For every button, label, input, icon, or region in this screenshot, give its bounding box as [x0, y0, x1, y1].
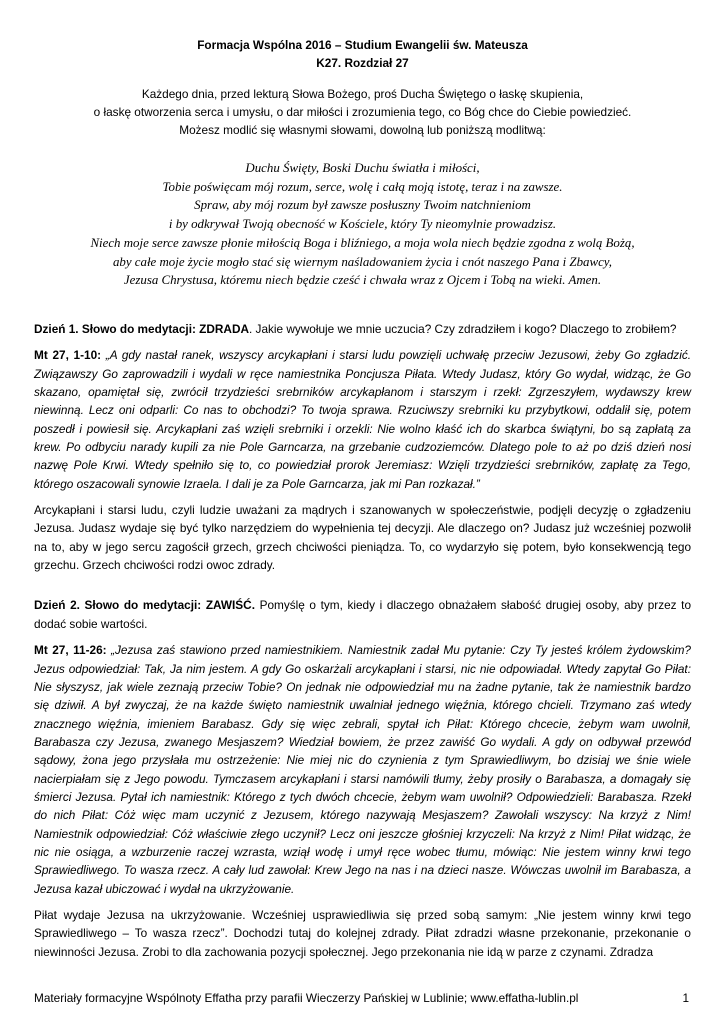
day1-question: . Jakie wywołuje we mnie uczucia? Czy zdradziłem i kogo? Dlaczego to zrobiłem? [249, 322, 677, 336]
section-divider [34, 582, 691, 596]
prayer-line: Spraw, aby mój rozum był zawsze posłuszny Twoim natchnieniom [194, 198, 531, 213]
day2-heading: Dzień 2. Słowo do medytacji: ZAWIŚĆ. [34, 598, 255, 613]
document-header [0, 36, 725, 72]
day1-scripture-paragraph [34, 346, 691, 493]
prayer-line: Duchu Święty, Boski Duchu światła i miłości, [245, 161, 480, 175]
page-number: 1 [682, 991, 689, 1005]
prayer-line: aby całe moje życie mogło stać się wiernym naśladowaniem życia i cnót naszego Pana i Zbawcy, [112, 254, 613, 269]
day1-heading-paragraph [34, 320, 691, 338]
intro-line: o łaskę otworzenia serca i umysłu, o dar miłości i zrozumienia tego, co Bóg chce do Ciebie powiedzieć. [93, 105, 632, 119]
day2-question: Pomyślę o tym, kiedy i dlaczego obnażałem słabość drugiej osoby, aby przez to dodać sobie wartości. [34, 598, 692, 631]
prayer-line: i by odkrywał Twoją obecność w Kościele, który Ty nieomylnie prowadzisz. [168, 217, 557, 232]
day1-commentary: Arcykapłani i starsi ludu, czyli ludzie uważani za mądrych i szanowanych w społeczeństwie, podjęli decyzję o zgładzeniu Jezusa. Judasz wydaje się być tylko narzędziem do wypełnienia tej decyzji. Ale dlaczego on? Judasz już wcześniej pozwolił na to, aby w jego sercu zagościł grzech, grzech chciwości pieniądza. To, co wydarzyło się potem, było konsekwencją tego grzechu. Grzech chciwości rodzi owoc zdrady. [34, 503, 691, 573]
document-title: Formacja Wspólna 2016 – Studium Ewangelii św. Mateusza [197, 38, 528, 52]
day1-heading: Dzień 1. Słowo do medytacji: ZDRADA [34, 322, 249, 336]
day2-reference: Mt 27, 11-26: [34, 643, 107, 658]
prayer-line: Niech moje serce zawsze płonie miłością Boga i bliźniego, a moja wola niech będzie zgodna z wolą Bożą, [90, 235, 635, 250]
day2-heading-paragraph [34, 596, 691, 633]
day2-scripture: „Jezusa zaś stawiono przed namiestnikiem. Namiestnik zadał Mu pytanie: Czy Ty jesteś królem żydowskim? Jezus odpowiedział: Tak, Ja nim jestem. A gdy Go oskarżali arcykapłani i starsi, nic nie odpowiadał. Wtedy zapytał Go Piłat: Nie słyszysz, jak wiele zeznają przeciw Tobie? On jednak nie odpowiedział mu na żadne pytanie, tak że namiestnik bardzo się dziwił. A był zwyczaj, że na każde święto namiestnik uwalniał jednego więźnia, którego chcieli. Trzymano zaś wtedy znacznego więźnia, imieniem Barabasz. Gdy się więc zebrali, spytał ich Piłat: Którego chcecie, żebym wam uwolnił, Barabasza czy Jezusa, zwanego Mesjaszem? Wiedział bowiem, że przez zawiść Go wydali. A gdy on odbywał przewód sądowy, żona jego przysłała mu ostrzeżenie: Nie miej nic do czynienia z tym Sprawiedliwym, bo dzisiaj we śnie wiele nacierpiałam się z Jego powodu. Tymczasem arcykapłani i starsi namówili tłumy, żeby prosiły o Barabasza, a domagały się śmierci Jezusa. Pytał ich namiestnik: Którego z tych dwóch chcecie, żebym wam uwolnił? Odpowiedzieli: Barabasza. Rzekł do nich Piłat: Cóż więc mam uczynić z Jezusem, którego nazywają Mesjaszem? Zawołali wszyscy: Na krzyż z Nim! Namiestnik odpowiedział: Cóż właściwie złego uczynił? Lecz oni jeszcze głośniej krzyczeli: Na krzyż z Nim! Piłat widząc, że nic nie osiąga, a wzburzenie raczej wzrasta, wziął wodę i umył ręce wobec tłumu, mówiąc: Nie jestem winny krwi tego Sprawiedliwego. To wasza rzecz. A cały lud zawołał: Krew Jego na nas i na dzieci nasze. Wówczas uwolnił im Barabasza, a Jezusa kazał ubiczować i wydał na ukrzyżowanie. [34, 643, 691, 896]
day2-commentary: Piłat wydaje Jezusa na ukrzyżowanie. Wcześniej usprawiedliwia się przed sobą samym: „Nie jestem winny krwi tego Sprawiedliwego – To wasza rzecz”. Dochodzi tutaj do kolejnej zdrady. Piłat zdradzi własne przekonanie, przekonanie o niewinności Jezusa. Zrobi to dla zachowania pozycji społecznej. Jego przekonania nie idą w parze z czynami. Zdradza [34, 907, 691, 959]
chapter-title: K27. Rozdział 27 [316, 56, 409, 70]
intro-text [40, 85, 685, 139]
footer-text: Materiały formacyjne Wspólnoty Effatha przy parafii Wieczerzy Pańskiej w Lublinie; www.effatha-lublin.pl [34, 991, 579, 1005]
prayer-line: Jezusa Chrystusa, któremu niech będzie cześć i chwała wraz z Ojcem i Tobą na wieki. Amen. [123, 273, 602, 288]
day1-reference: Mt 27, 1-10: [34, 348, 102, 363]
document-body [34, 320, 691, 969]
page-footer [34, 991, 689, 1005]
intro-line: Możesz modlić się własnymi słowami, dowolną lub poniższą modlitwą: [179, 123, 546, 137]
prayer-line: Tobie poświęcam mój rozum, serce, wolę i całą moją istotę, teraz i na zawsze. [162, 179, 563, 194]
prayer [40, 159, 685, 290]
intro-line: Każdego dnia, przed lekturą Słowa Bożego, proś Ducha Świętego o łaskę skupienia, [141, 87, 584, 101]
day1-scripture: „A gdy nastał ranek, wszyscy arcykapłani i starsi ludu powzięli uchwałę przeciw Jezusowi, żeby Go zgładzić. Związawszy Go zaprowadzili i wydali w ręce namiestnika Poncjusza Piłata. Wtedy Judasz, który Go wydał, widząc, że Go skazano, opamiętał się, zwrócił trzydzieści srebrników arcykapłanom i starszym i rzekł: Zgrzeszyłem, wydawszy krew niewinną. Lecz oni odparli: Co nas to obchodzi? To twoja sprawa. Rzuciwszy srebrniki ku przybytkowi, oddalił się, potem poszedł i powiesił się. Arcykapłani zaś wzięli srebrniki i orzekli: Nie wolno kłaść ich do skarbca świątyni, bo są zapłatą za krew. Po odbyciu narady kupili za nie Pole Garncarza, na grzebanie cudzoziemców. Dlatego pole to aż po dziś dzień nosi nazwę Pole Krwi. Wtedy spełniło się to, co powiedział prorok Jeremiasz: Wzięli trzydzieści srebrników, zapłatę za Tego, którego oszacowali synowie Izraela. I dali je za Pole Garncarza, jak mi Pan rozkazał.” [34, 348, 692, 491]
day2-scripture-paragraph [34, 641, 691, 898]
